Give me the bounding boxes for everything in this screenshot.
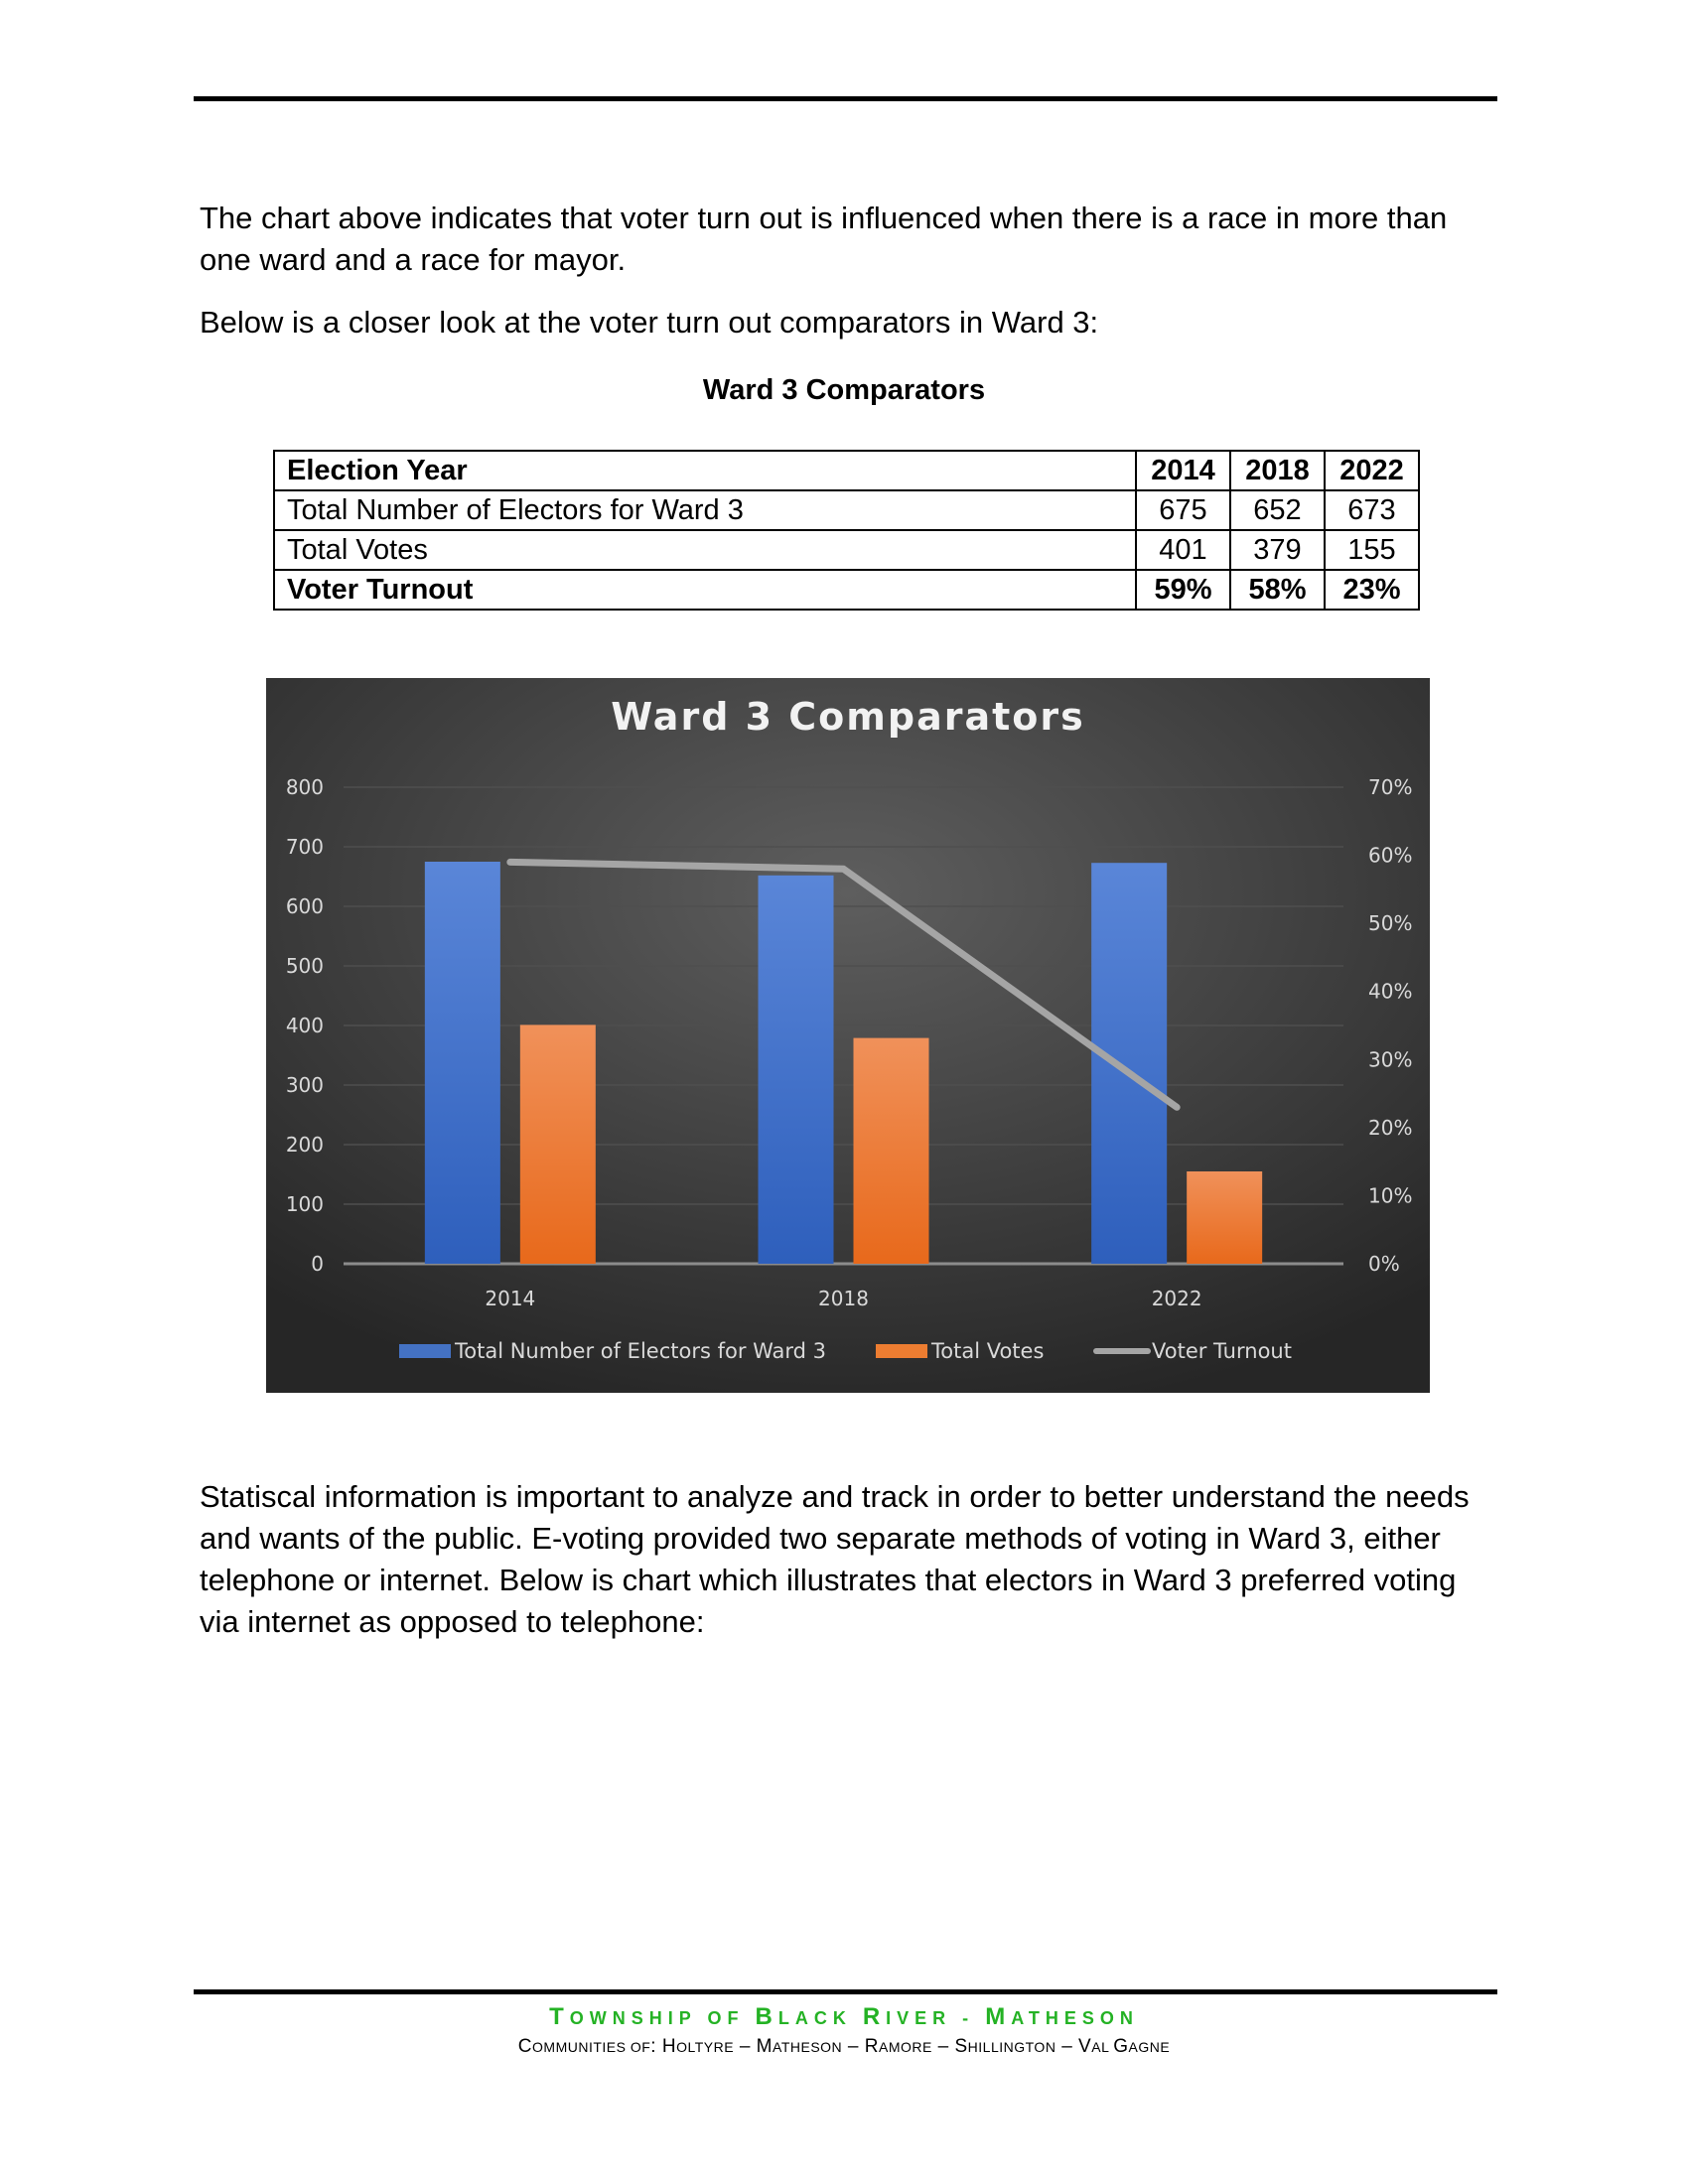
footer-sub-part: – M bbox=[734, 2036, 774, 2057]
y-right-tick-label: 30% bbox=[1368, 1047, 1413, 1072]
y-left-tick-label: 300 bbox=[285, 1073, 324, 1097]
table-cell: Total Number of Electors for Ward 3 bbox=[274, 490, 1136, 530]
legend-label: Total Number of Electors for Ward 3 bbox=[455, 1339, 827, 1363]
table-cell: 23% bbox=[1325, 570, 1419, 610]
table-row bbox=[274, 530, 1419, 570]
footer-title-part: T bbox=[549, 2003, 570, 2030]
y-left-tick-label: 700 bbox=[285, 835, 324, 859]
bar-electors bbox=[759, 876, 834, 1264]
table-cell: 59% bbox=[1136, 570, 1230, 610]
footer-title-part: IVER - bbox=[886, 2008, 986, 2028]
intro-paragraph-2: Below is a closer look at the voter turn out comparators in Ward 3: bbox=[200, 305, 1099, 340]
y-right-tick-label: 20% bbox=[1368, 1115, 1413, 1140]
footer-title-part: B bbox=[755, 2003, 778, 2030]
bar-electors bbox=[1091, 863, 1167, 1264]
footer-title bbox=[0, 2003, 1688, 2031]
x-tick-label: 2014 bbox=[485, 1287, 536, 1310]
x-tick-label: 2022 bbox=[1151, 1287, 1202, 1310]
footer-sub-part: HILLINGTON bbox=[967, 2039, 1056, 2055]
y-left-tick-label: 0 bbox=[311, 1252, 324, 1276]
x-tick-label: 2018 bbox=[818, 1287, 869, 1310]
legend-swatch-total-votes bbox=[876, 1344, 927, 1358]
bar-electors bbox=[425, 862, 500, 1264]
table-header-cell: Election Year bbox=[274, 451, 1136, 490]
footer-title-part: LACK bbox=[777, 2008, 863, 2028]
y-left-tick-label: 400 bbox=[285, 1014, 324, 1037]
y-left-tick-label: 200 bbox=[285, 1133, 324, 1157]
y-left-tick-label: 600 bbox=[285, 894, 324, 918]
footer-sub-part: AL bbox=[1091, 2039, 1114, 2055]
table-cell: 652 bbox=[1230, 490, 1325, 530]
header-rule bbox=[194, 96, 1497, 101]
table-cell: 675 bbox=[1136, 490, 1230, 530]
bar-total-votes bbox=[1187, 1171, 1262, 1264]
legend-label: Total Votes bbox=[931, 1339, 1045, 1363]
table-cell: Voter Turnout bbox=[274, 570, 1136, 610]
table-header-cell: 2022 bbox=[1325, 451, 1419, 490]
table-row bbox=[274, 570, 1419, 610]
y-right-tick-label: 50% bbox=[1368, 911, 1413, 936]
closing-paragraph: Statiscal information is important to analyze and track in order to better understand the needs and wants of the public. E-voting provided two separate methods of voting in Ward 3, either telephone or internet. Below is chart which illustrates that electors in Ward 3 preferred voting via internet as opposed to telephone: bbox=[200, 1479, 1470, 1639]
table-row bbox=[274, 490, 1419, 530]
table-cell: 58% bbox=[1230, 570, 1325, 610]
table-header-cell: 2014 bbox=[1136, 451, 1230, 490]
chart-title: Ward 3 Comparators bbox=[611, 695, 1085, 739]
table-cell: 673 bbox=[1325, 490, 1419, 530]
footer-sub-part: – R bbox=[842, 2036, 880, 2057]
footer-sub-part: C bbox=[517, 2036, 533, 2057]
table-cell: 379 bbox=[1230, 530, 1325, 570]
legend-label: Voter Turnout bbox=[1152, 1339, 1292, 1363]
intro-paragraph-1: The chart above indicates that voter turn out is influenced when there is a race in more than one ward and a race for mayor. bbox=[200, 201, 1448, 277]
footer-rule bbox=[194, 1989, 1497, 1994]
footer-sub-part: OMMUNITIES OF bbox=[532, 2039, 651, 2055]
ward3-table bbox=[273, 450, 1420, 611]
footer-sub-part: AGNE bbox=[1128, 2039, 1171, 2055]
footer-communities bbox=[0, 2036, 1688, 2058]
table-caption: Ward 3 Comparators bbox=[702, 374, 986, 406]
footer-sub-part: OLTYRE bbox=[676, 2039, 735, 2055]
y-right-tick-label: 60% bbox=[1368, 843, 1413, 868]
table-cell: 401 bbox=[1136, 530, 1230, 570]
table-header-cell: 2018 bbox=[1230, 451, 1325, 490]
table-header-row bbox=[274, 451, 1419, 490]
footer-sub-part: – V bbox=[1055, 2036, 1092, 2057]
y-right-tick-label: 70% bbox=[1368, 775, 1413, 799]
y-right-tick-label: 0% bbox=[1368, 1252, 1400, 1276]
y-left-tick-label: 100 bbox=[285, 1192, 324, 1216]
footer-sub-part: ATHESON bbox=[773, 2039, 843, 2055]
footer-sub-part: – S bbox=[931, 2036, 968, 2057]
table-cell: Total Votes bbox=[274, 530, 1136, 570]
legend-swatch-electors bbox=[399, 1344, 451, 1358]
footer-sub-part: AMORE bbox=[879, 2039, 932, 2055]
footer-title-part: OWNSHIP OF bbox=[569, 2008, 756, 2028]
bar-total-votes bbox=[854, 1038, 929, 1264]
footer-sub-part: : H bbox=[650, 2036, 677, 2057]
table-cell: 155 bbox=[1325, 530, 1419, 570]
footer-title-part: ATHESON bbox=[1011, 2008, 1139, 2028]
y-left-tick-label: 800 bbox=[285, 775, 324, 799]
footer-title-part: R bbox=[862, 2003, 887, 2030]
footer-sub-part: G bbox=[1113, 2036, 1129, 2057]
y-right-tick-label: 10% bbox=[1368, 1183, 1413, 1208]
ward3-chart bbox=[266, 678, 1430, 1393]
y-left-tick-label: 500 bbox=[285, 954, 324, 978]
bar-total-votes bbox=[520, 1024, 596, 1264]
footer-title-part: M bbox=[985, 2003, 1012, 2030]
y-right-tick-label: 40% bbox=[1368, 979, 1413, 1004]
